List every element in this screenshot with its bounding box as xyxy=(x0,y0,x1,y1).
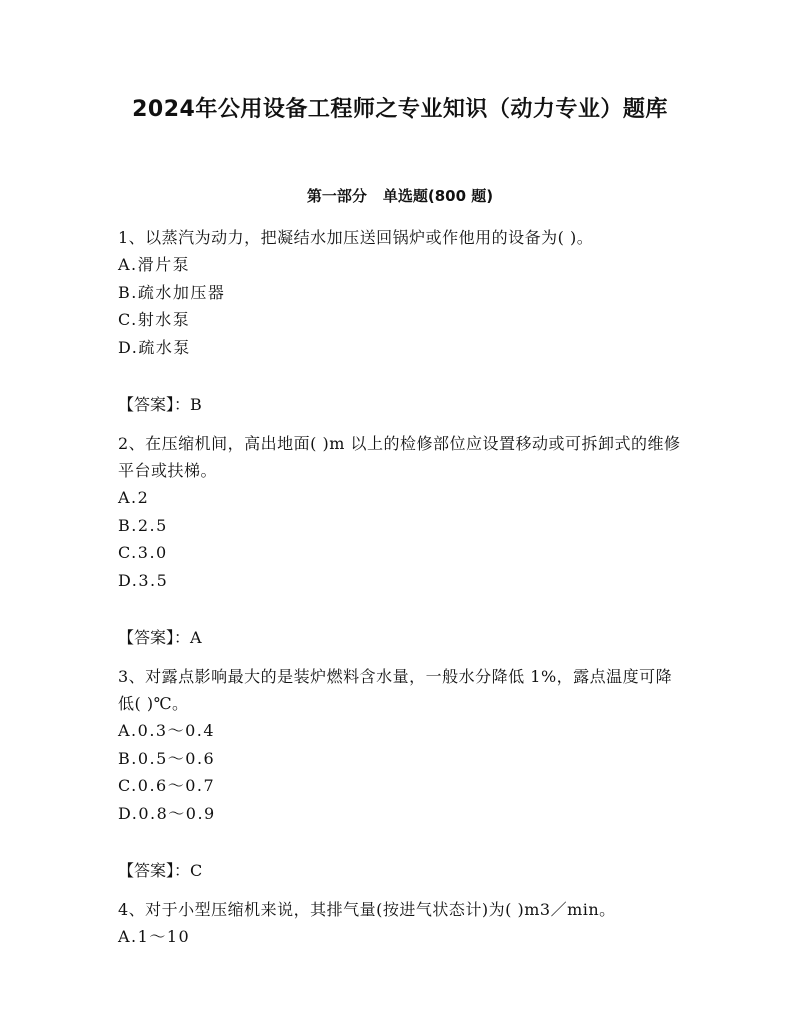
question-3 xyxy=(118,663,688,884)
section-title xyxy=(0,185,800,206)
question-1 xyxy=(118,224,688,418)
option-a: A.2 xyxy=(118,488,150,507)
option-c: C.射水泵 xyxy=(118,310,191,329)
option-a: A.滑片泵 xyxy=(118,255,191,274)
question-list xyxy=(118,224,688,951)
question-2 xyxy=(118,430,688,651)
answer-label: 【答案】： xyxy=(118,861,191,880)
question-stem: 1、以蒸汽为动力，把凝结水加压送回锅炉或作他用的设备为( )。 xyxy=(118,228,594,247)
option-c: C.3.0 xyxy=(118,543,168,562)
section-title-part: 第一部分 xyxy=(306,187,367,205)
answer-value: C xyxy=(190,861,203,880)
answer-line xyxy=(118,857,688,884)
question-stem: 4、对于小型压缩机来说，其排气量(按进气状态计)为( )m3／min。 xyxy=(118,900,616,919)
option-a: A.0.3～0.4 xyxy=(118,721,216,740)
option-b: B.2.5 xyxy=(118,515,168,535)
question-stem: 2、在压缩机间，高出地面( )m 以上的检修部位应设置移动或可拆卸式的维修平台或扶梯。 xyxy=(118,434,681,480)
option-a: A.1～10 xyxy=(118,927,191,946)
answer-label: 【答案】： xyxy=(118,395,191,414)
section-title-type: 单选题(800 题) xyxy=(382,187,494,205)
answer-value: A xyxy=(190,628,202,647)
option-d: D.0.8～0.9 xyxy=(118,803,216,823)
option-b: B.0.5～0.6 xyxy=(118,748,216,768)
question-4 xyxy=(118,896,688,951)
option-b: B.疏水加压器 xyxy=(118,282,226,302)
answer-value: B xyxy=(190,395,202,414)
answer-line xyxy=(118,624,688,651)
answer-line xyxy=(118,391,688,418)
answer-label: 【答案】： xyxy=(118,628,191,647)
option-d: D.疏水泵 xyxy=(118,337,191,357)
document-title: 2024年公用设备工程师之专业知识（动力专业）题库 xyxy=(132,97,668,122)
option-d: D.3.5 xyxy=(118,570,169,590)
question-stem: 3、对露点影响最大的是装炉燃料含水量，一般水分降低 1%，露点温度可降低( )℃。 xyxy=(118,667,673,713)
option-c: C.0.6～0.7 xyxy=(118,776,216,795)
